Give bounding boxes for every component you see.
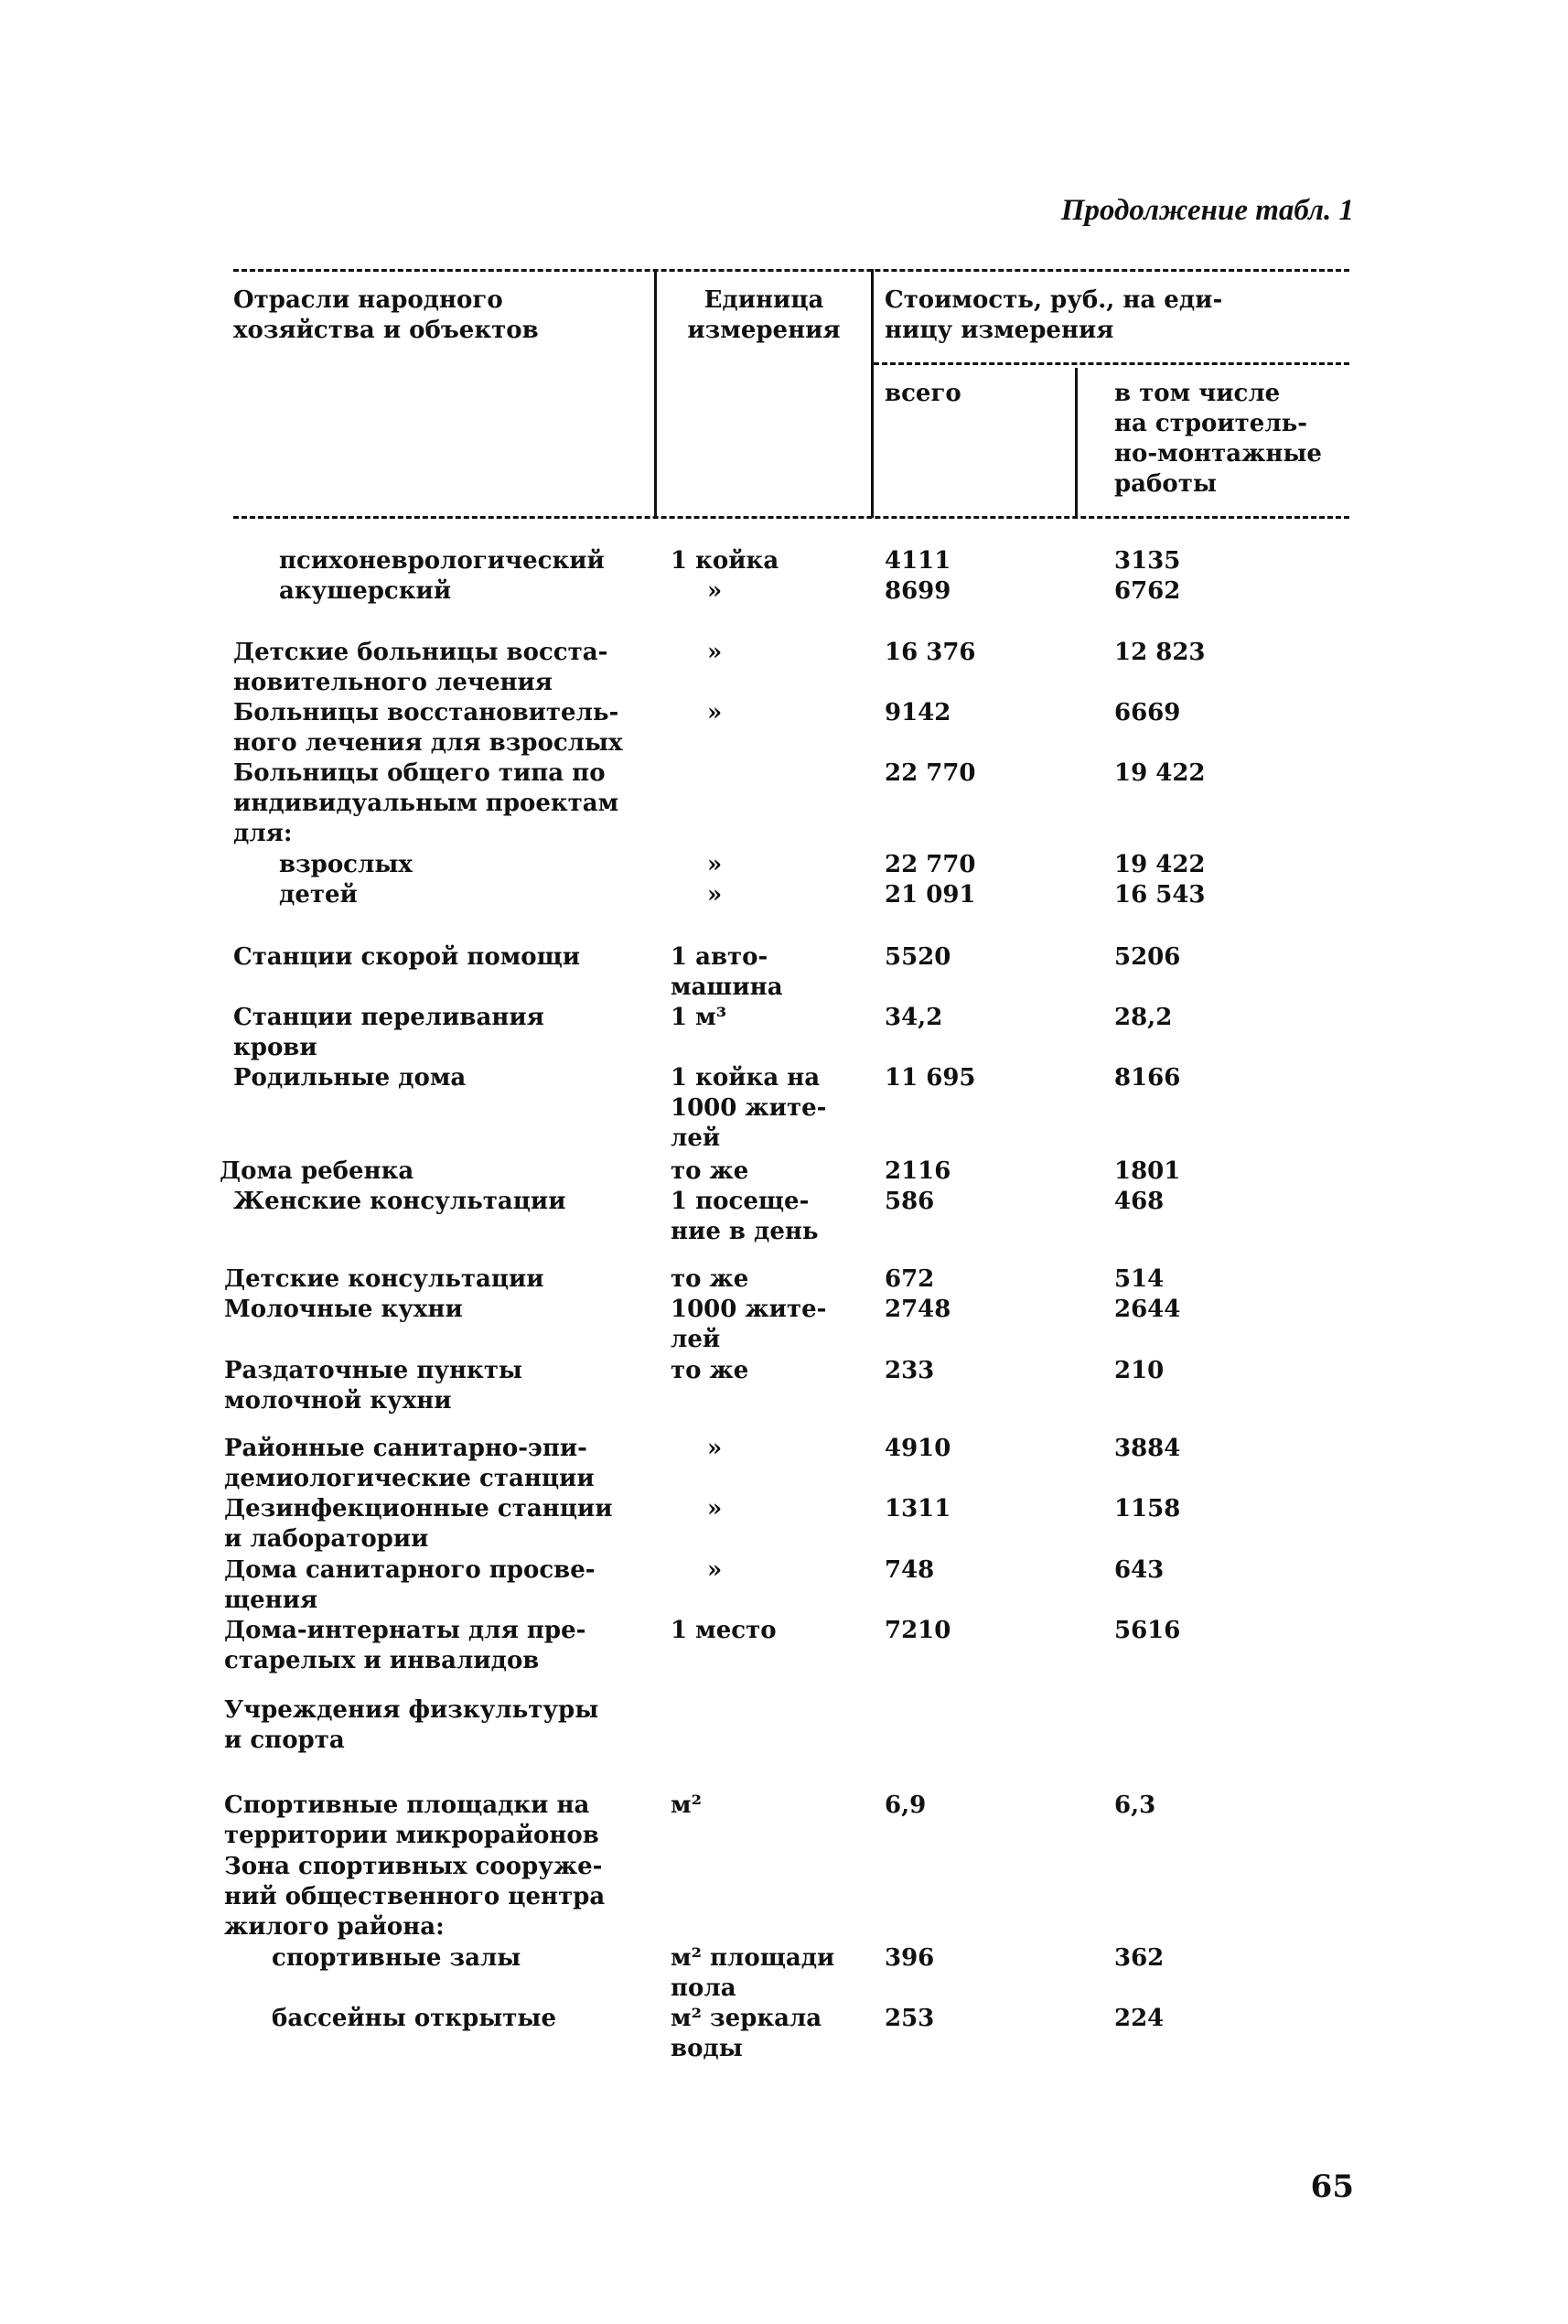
row-unit: 1 место [671, 1617, 777, 1644]
row-unit: » [707, 851, 723, 878]
row-name: Детские консультации [224, 1265, 544, 1293]
row-unit: 1 м³ [671, 1004, 727, 1031]
header-divider-1 [654, 269, 657, 518]
table-caption: Продолжение табл. 1 [1060, 194, 1354, 227]
row-name: детей [279, 881, 358, 909]
row-total: 4111 [885, 547, 951, 575]
row-total: 11 695 [885, 1064, 976, 1092]
row-total: 8699 [885, 577, 951, 605]
row-unit: то же [671, 1357, 749, 1384]
row-name: психоневрологический [279, 547, 605, 575]
row-name: Родильные дома [233, 1064, 467, 1092]
row-unit: » [707, 577, 723, 605]
row-construction: 16 543 [1114, 881, 1206, 909]
page-number: 65 [1310, 2168, 1354, 2205]
row-construction: 28,2 [1114, 1004, 1173, 1031]
row-total: 22 770 [885, 759, 976, 787]
header-cost-total: всего [885, 380, 961, 407]
header-top-rule [233, 269, 1349, 272]
row-construction: 12 823 [1114, 639, 1206, 666]
row-name: Дома ребенка [220, 1157, 414, 1185]
row-unit: » [707, 699, 723, 726]
row-total: 21 091 [885, 881, 976, 909]
row-unit: 1000 жите- лей [671, 1296, 827, 1353]
row-name: спортивные залы [272, 1944, 521, 1972]
row-construction: 1158 [1114, 1495, 1181, 1522]
row-name: Детские больницы восста- новительного лечения [233, 639, 608, 696]
row-name: Женские консультации [233, 1188, 566, 1215]
row-construction: 1801 [1114, 1157, 1181, 1185]
row-name: Зона спортивных сооруже- ний общественного центра жилого района: [224, 1853, 606, 1941]
row-total: 1311 [885, 1495, 951, 1522]
row-total: 2116 [885, 1157, 951, 1185]
row-construction: 210 [1114, 1357, 1165, 1384]
row-total: 586 [885, 1188, 935, 1215]
row-name: Больницы общего типа по индивидуальным проектам для: [233, 759, 619, 847]
row-construction: 8166 [1114, 1064, 1181, 1092]
row-unit: » [707, 639, 723, 666]
row-name: Дезинфекционные станции и лаборатории [224, 1495, 613, 1553]
row-unit: м² зеркала воды [671, 2005, 822, 2062]
row-name: Станции переливания крови [233, 1004, 544, 1061]
row-construction: 6762 [1114, 577, 1181, 605]
row-name: Учреждения физкультуры и спорта [224, 1696, 599, 1754]
header-sector: Отрасли народного хозяйства и объектов [233, 286, 539, 344]
row-total: 16 376 [885, 639, 976, 666]
header-bottom-rule [233, 516, 1349, 519]
row-total: 7210 [885, 1617, 951, 1644]
header-cost-construction: в том числе на строитель- но-монтажные работы [1114, 380, 1322, 498]
row-name: Дома-интернаты для пре- старелых и инвалидов [224, 1617, 586, 1674]
table-header [233, 269, 1349, 525]
row-name: бассейны открытые [272, 2005, 557, 2032]
header-sub-rule [874, 362, 1349, 365]
row-unit: » [707, 1435, 723, 1462]
header-divider-2 [871, 269, 874, 518]
row-construction: 514 [1114, 1265, 1165, 1293]
row-unit: 1 авто- машина [671, 943, 783, 1001]
row-unit: » [707, 1495, 723, 1522]
row-name: Раздаточные пункты молочной кухни [224, 1357, 522, 1415]
row-unit: » [707, 881, 723, 909]
row-total: 34,2 [885, 1004, 943, 1031]
row-unit: 1 койка на 1000 жите- лей [671, 1064, 827, 1152]
row-total: 396 [885, 1944, 935, 1972]
row-total: 253 [885, 2005, 935, 2032]
row-total: 5520 [885, 943, 951, 971]
row-name: Районные санитарно-эпи- демиологические станции [224, 1435, 595, 1492]
header-divider-3 [1075, 368, 1078, 518]
row-name: Больницы восстановитель- ного лечения для взрослых [233, 699, 623, 757]
row-unit: 1 посеще- ние в день [671, 1188, 819, 1245]
row-total: 9142 [885, 699, 951, 726]
row-construction: 19 422 [1114, 851, 1206, 878]
row-total: 233 [885, 1357, 935, 1384]
row-total: 22 770 [885, 851, 976, 878]
row-name: взрослых [279, 851, 413, 878]
row-name: Молочные кухни [224, 1296, 463, 1323]
row-construction: 468 [1114, 1188, 1165, 1215]
row-construction: 224 [1114, 2005, 1165, 2032]
row-unit: то же [671, 1157, 749, 1185]
row-unit: 1 койка [671, 547, 779, 575]
row-name: акушерский [279, 577, 452, 605]
row-construction: 19 422 [1114, 759, 1206, 787]
row-name: Спортивные площадки на территории микрорайонов [224, 1791, 599, 1849]
row-unit: м² площади пола [671, 1944, 835, 2002]
row-total: 748 [885, 1556, 935, 1584]
row-unit: » [707, 1556, 723, 1584]
row-total: 4910 [885, 1435, 951, 1462]
header-unit: Единица измерения [687, 286, 841, 344]
row-total: 672 [885, 1265, 935, 1293]
header-cost: Стоимость, руб., на еди- ницу измерения [885, 286, 1223, 344]
row-unit: то же [671, 1265, 749, 1293]
row-total: 6,9 [885, 1791, 927, 1819]
row-construction: 3884 [1114, 1435, 1181, 1462]
row-name: Станции скорой помощи [233, 943, 581, 971]
row-construction: 362 [1114, 1944, 1165, 1972]
row-construction: 5206 [1114, 943, 1181, 971]
row-construction: 3135 [1114, 547, 1181, 575]
row-construction: 6669 [1114, 699, 1181, 726]
row-construction: 2644 [1114, 1296, 1181, 1323]
row-construction: 5616 [1114, 1617, 1181, 1644]
row-construction: 643 [1114, 1556, 1165, 1584]
row-total: 2748 [885, 1296, 951, 1323]
row-name: Дома санитарного просве- щения [224, 1556, 596, 1614]
row-construction: 6,3 [1114, 1791, 1156, 1819]
row-unit: м² [671, 1791, 702, 1819]
